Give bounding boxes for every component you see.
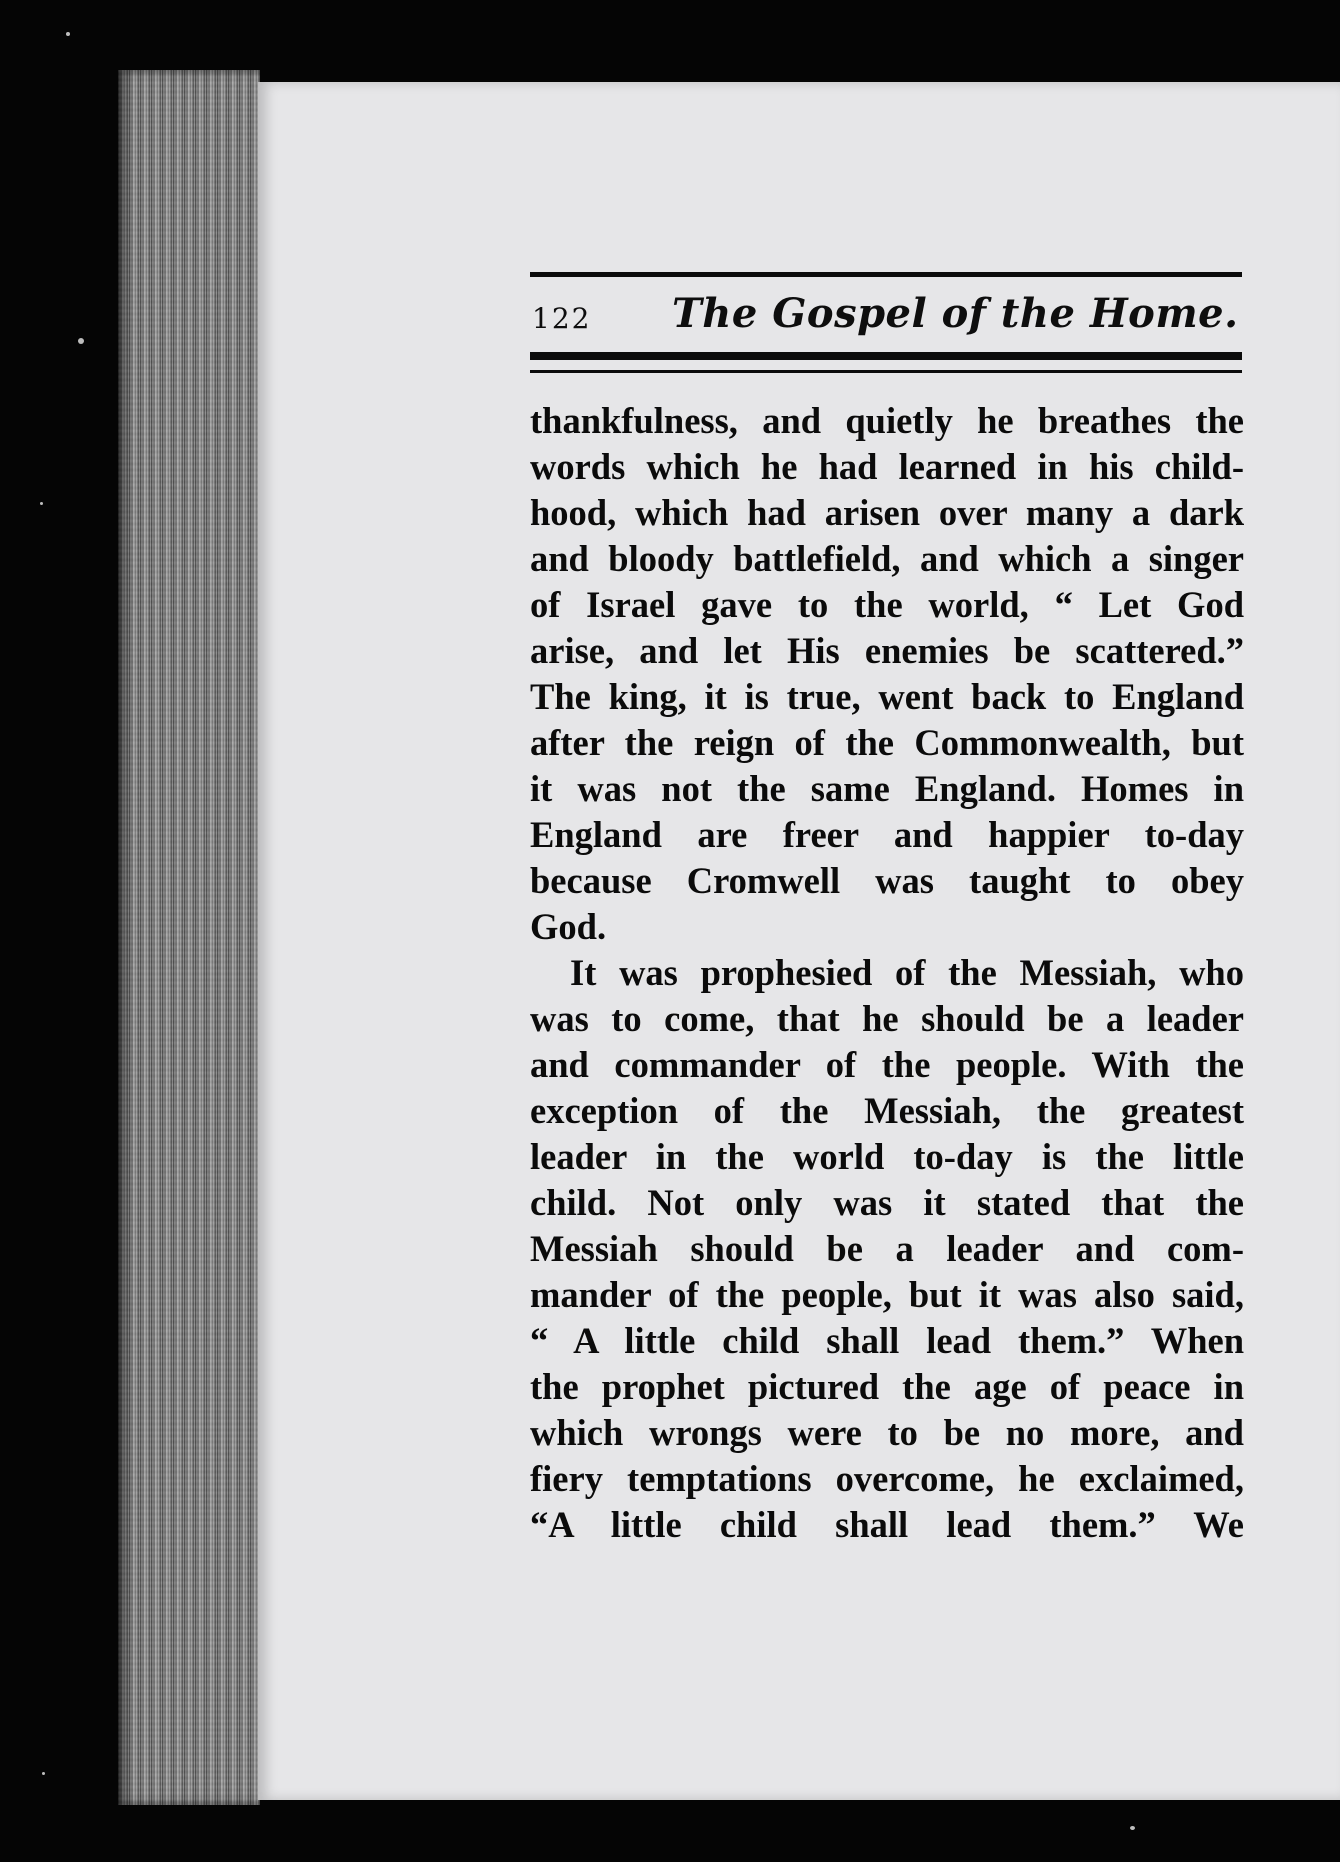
text-line: words which he had learned in his child- <box>530 446 1244 487</box>
page-edges <box>118 70 260 1805</box>
page-number: 122 <box>532 302 592 335</box>
running-head <box>532 288 1244 344</box>
text-line: and bloody battlefield, and which a singer <box>530 538 1244 579</box>
header-rule-top <box>530 272 1242 277</box>
text-line: England are freer and happier to-day <box>530 814 1244 855</box>
scan-speck <box>66 32 70 36</box>
text-line: mander of the people, but it was also said, <box>530 1274 1244 1315</box>
text-line: arise, and let His enemies be scattered.” <box>530 630 1244 671</box>
text-line: It was prophesied of the Messiah, who <box>570 952 1244 993</box>
scan-speck <box>1130 1826 1135 1830</box>
header-rule-thick <box>530 352 1242 360</box>
text-line: the prophet pictured the age of peace in <box>530 1366 1244 1407</box>
text-line: exception of the Messiah, the greatest <box>530 1090 1244 1131</box>
text-line: of Israel gave to the world, “ Let God <box>530 584 1244 625</box>
text-line: Messiah should be a leader and com- <box>530 1228 1244 1269</box>
text-line: child. Not only was it stated that the <box>530 1182 1244 1223</box>
text-line: “A little child shall lead them.” We <box>530 1504 1244 1545</box>
text-line: which wrongs were to be no more, and <box>530 1412 1244 1453</box>
text-line: The king, it is true, went back to England <box>530 676 1244 717</box>
text-line: after the reign of the Commonwealth, but <box>530 722 1244 763</box>
text-line: was to come, that he should be a leader <box>530 998 1244 1039</box>
text-line: and commander of the people. With the <box>530 1044 1244 1085</box>
scan-speck <box>78 338 84 344</box>
scan-speck <box>42 1772 45 1775</box>
text-line: God. <box>530 906 607 947</box>
body-text <box>530 398 1244 1548</box>
text-line: hood, which had arisen over many a dark <box>530 492 1244 533</box>
text-line: thankfulness, and quietly he breathes the <box>530 400 1244 441</box>
text-line: leader in the world to-day is the little <box>530 1136 1244 1177</box>
text-line: it was not the same England. Homes in <box>530 768 1244 809</box>
text-line: because Cromwell was taught to obey <box>530 860 1244 901</box>
header-rule-thin <box>530 370 1242 373</box>
running-title: The Gospel of the Home. <box>672 290 1239 337</box>
scan-speck <box>40 502 43 505</box>
text-line: “ A little child shall lead them.” When <box>530 1320 1244 1361</box>
text-line: fiery temptations overcome, he exclaimed, <box>530 1458 1244 1499</box>
